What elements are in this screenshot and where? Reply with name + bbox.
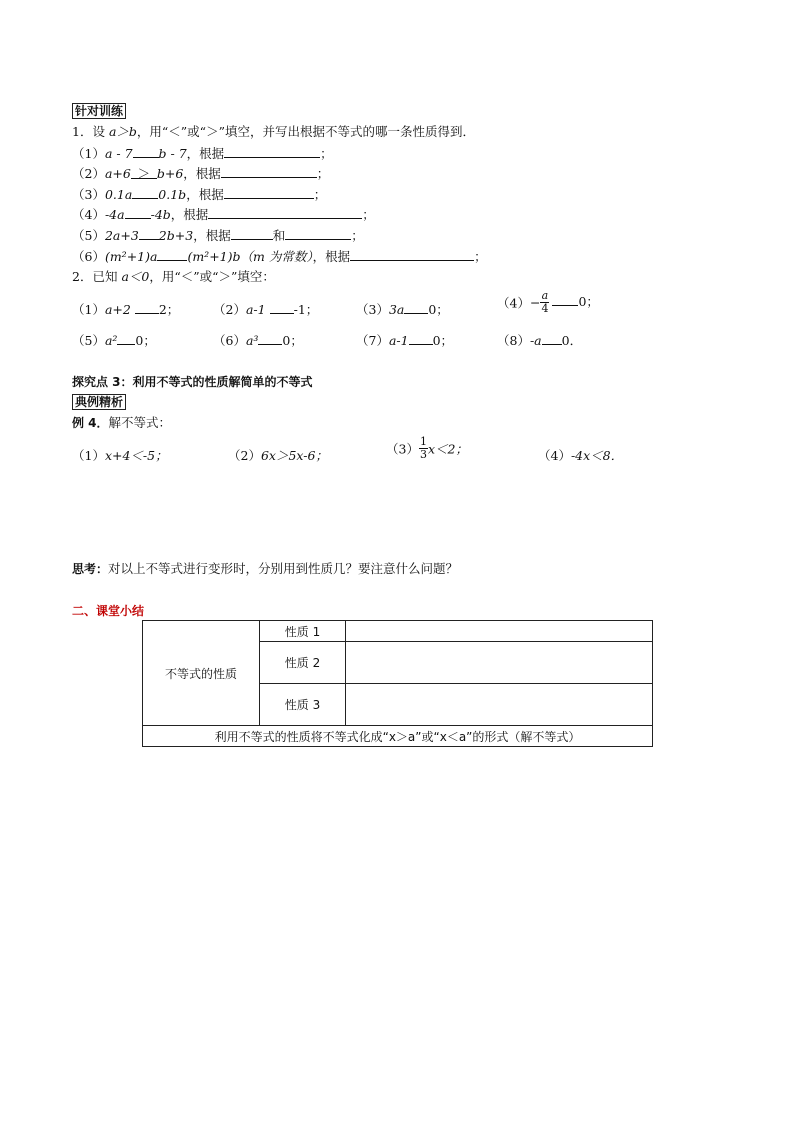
answer-blank[interactable] xyxy=(125,205,151,219)
example-item-4: （4）-4x＜8． xyxy=(538,448,624,463)
summary-row-header: 不等式的性质 xyxy=(143,621,260,726)
example-item-2: （2）6x＞5x-6； xyxy=(228,448,328,463)
explore-title: 探究点 3：利用不等式的性质解简单的不等式 xyxy=(72,375,313,389)
property-3-cell[interactable] xyxy=(346,684,653,726)
property-3-label: 性质 3 xyxy=(260,684,346,726)
answer-blank[interactable] xyxy=(117,331,135,345)
answer-blank[interactable] xyxy=(404,300,428,314)
q2-item-4: （4）− $\frac{a}{4}$ 0； xyxy=(497,289,599,315)
q2-item-1: （1）a+2 2； xyxy=(72,302,180,317)
q1-item-5: （5）2a+3 2b+3，根据 和 ； xyxy=(72,228,364,243)
example-4: 例 4．解不等式： xyxy=(72,415,172,430)
example-header: 典例精析 xyxy=(72,394,126,410)
property-2-label: 性质 2 xyxy=(260,642,346,684)
answer-blank[interactable] xyxy=(157,247,187,261)
reason-blank[interactable] xyxy=(224,144,320,158)
answer-blank[interactable] xyxy=(135,300,159,314)
summary-table xyxy=(142,620,653,747)
question-1-intro: 1．设 a＞b，用“＜”或“＞”填空，并写出根据不等式的哪一条性质得到． xyxy=(72,124,475,139)
fraction: $\frac{a}{4}$ xyxy=(541,289,549,315)
answer-blank[interactable] xyxy=(409,331,433,345)
summary-footer: 利用不等式的性质将不等式化成“x＞a”或“x＜a”的形式（解不等式） xyxy=(143,726,653,747)
summary-title: 二、课堂小结 xyxy=(72,604,145,618)
fraction: $\frac{1}{3}$ xyxy=(419,435,427,461)
q2-item-3: （3）3a 0； xyxy=(356,302,449,317)
reason-blank[interactable] xyxy=(350,247,474,261)
practice-header: 针对训练 xyxy=(72,103,126,119)
q1-item-4: （4）-4a -4b，根据 ； xyxy=(72,207,375,222)
q1-item-2: （2）a+6 ＞ b+6，根据 ； xyxy=(72,166,330,181)
answer-blank[interactable] xyxy=(258,331,282,345)
q2-item-8: （8）-a 0． xyxy=(497,333,583,348)
reason-blank[interactable] xyxy=(221,164,317,178)
q1-item-6: （6）(m²+1)a (m²+1)b（m 为常数），根据 ； xyxy=(72,249,487,264)
reason-blank[interactable] xyxy=(208,205,362,219)
example-header-line xyxy=(72,393,126,411)
property-1-cell[interactable] xyxy=(346,621,653,642)
answer-blank[interactable] xyxy=(270,300,294,314)
q2-item-6: （6）a³ 0； xyxy=(213,333,303,348)
q1-item-3: （3）0.1a 0.1b，根据 ； xyxy=(72,187,327,202)
reason-blank-a[interactable] xyxy=(231,226,273,240)
property-1-label: 性质 1 xyxy=(260,621,346,642)
reason-blank[interactable] xyxy=(224,185,314,199)
answer-blank[interactable] xyxy=(542,331,562,345)
q2-item-7: （7）a-1 0； xyxy=(356,333,454,348)
example-item-3: （3） $\frac{1}{3}$ x＜2； xyxy=(386,435,468,461)
example-item-1: （1）x+4＜-5； xyxy=(72,448,168,463)
q2-item-5: （5）a² 0； xyxy=(72,333,156,348)
question-2-intro: 2．已知 a＜0，用“＜”或“＞”填空： xyxy=(72,269,275,284)
think-question: 思考：对以上不等式进行变形时，分别用到性质几？要注意什么问题？ xyxy=(72,561,459,576)
property-2-cell[interactable] xyxy=(346,642,653,684)
practice-header-line xyxy=(72,102,126,120)
answer-blank[interactable] xyxy=(132,185,158,199)
q1-item-1: （1）a - 7 b - 7，根据 ； xyxy=(72,146,333,161)
answer-blank[interactable] xyxy=(552,292,578,306)
answer-blank[interactable] xyxy=(139,226,159,240)
reason-blank-b[interactable] xyxy=(285,226,351,240)
answer-blank[interactable] xyxy=(133,144,159,158)
q2-item-2: （2）a-1 -1； xyxy=(213,302,319,317)
answer-blank[interactable]: ＞ xyxy=(131,165,157,179)
